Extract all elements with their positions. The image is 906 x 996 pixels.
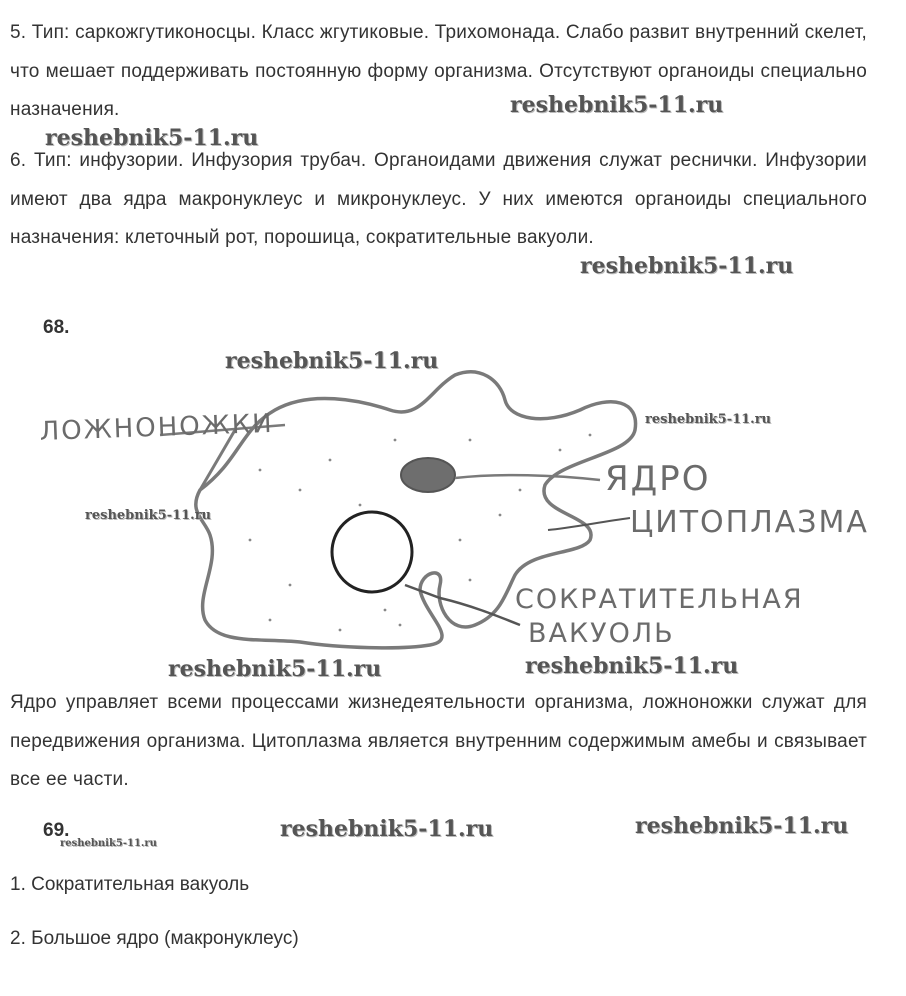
watermark: reshebnik5-11.ru bbox=[85, 508, 212, 523]
label-pseudopods: ЛОЖНОНОЖКИ bbox=[39, 408, 275, 447]
paragraph-6: 6. Тип: инфузории. Инфузория трубач. Органоидами движения служат реснички. Инфузории имеют два ядра макронуклеус и микронуклеус. У них имеются органоиды специального назначения: клеточный рот, порошица, сократительные вакуоли. bbox=[10, 150, 867, 248]
list-item-1: 1. Сократительная вакуоль bbox=[10, 874, 250, 895]
contractile-vacuole bbox=[332, 512, 412, 592]
paragraph-68: Ядро управляет всеми процессами жизнедеятельности организма, ложноножки служат для передвижения организма. Цитоплазма является внутренним содержимым амебы и связывает все ее части. bbox=[10, 692, 867, 790]
label-vacuole-2: ВАКУОЛЬ bbox=[528, 618, 675, 649]
watermark: reshebnik5-11.ru bbox=[580, 253, 794, 279]
task-number-68: 68. bbox=[43, 317, 70, 338]
watermark: reshebnik5-11.ru bbox=[168, 656, 382, 682]
nucleus bbox=[401, 458, 455, 492]
label-vacuole-1: СОКРАТИТЕЛЬНАЯ bbox=[515, 584, 804, 615]
watermark: reshebnik5-11.ru bbox=[635, 813, 849, 839]
paragraph-5: 5. Тип: саркожгутиконосцы. Класс жгутиковые. Трихомонада. Слабо развит внутренний скелет, что мешает поддерживать постоянную форму организма. Отсутствуют органоиды специально назначения. bbox=[10, 22, 867, 120]
task-number-69: 69. bbox=[43, 820, 70, 841]
watermark: reshebnik5-11.ru bbox=[510, 92, 724, 118]
watermark: reshebnik5-11.ru bbox=[45, 125, 259, 151]
watermark: reshebnik5-11.ru bbox=[60, 838, 157, 849]
watermark: reshebnik5-11.ru bbox=[280, 816, 494, 842]
list-item-2: 2. Большое ядро (макронуклеус) bbox=[10, 928, 299, 949]
watermark: reshebnik5-11.ru bbox=[645, 412, 772, 427]
label-nucleus: ЯДРО bbox=[605, 459, 711, 499]
label-cytoplasm: ЦИТОПЛАЗМА bbox=[630, 505, 869, 540]
watermark: reshebnik5-11.ru bbox=[525, 653, 739, 679]
watermark: reshebnik5-11.ru bbox=[225, 348, 439, 374]
